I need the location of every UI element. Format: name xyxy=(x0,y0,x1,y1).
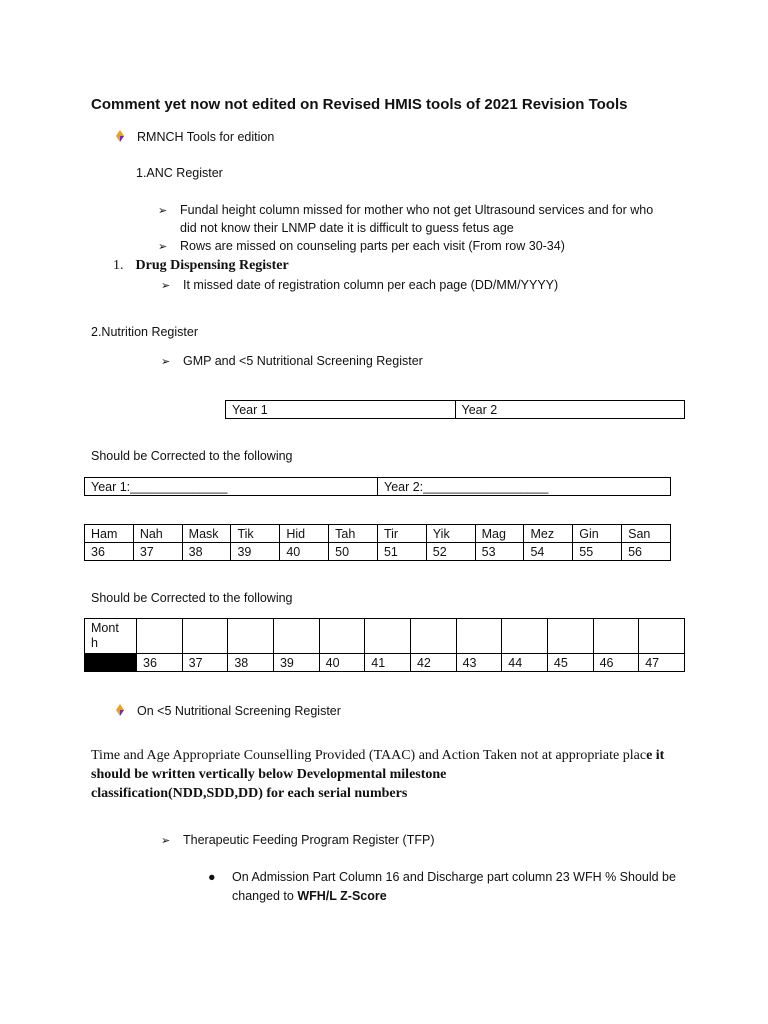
table-cell: 36 xyxy=(137,654,183,672)
table-cell xyxy=(365,619,411,654)
table-cell: Year 1 xyxy=(226,401,456,419)
drug-heading: 1. Drug Dispensing Register xyxy=(113,258,289,273)
month-table-corrected xyxy=(84,618,685,672)
table-cell: Tah xyxy=(329,525,378,543)
page-title: Comment yet now not edited on Revised HMIS tools of 2021 Revision Tools xyxy=(91,96,628,113)
filled-cell xyxy=(85,654,137,672)
table-cell xyxy=(182,619,228,654)
anc-bullet-1-cont: did not know their LNMP date it is difficult to guess fetus age xyxy=(180,221,514,235)
table-row xyxy=(85,654,685,672)
table-cell: 53 xyxy=(475,543,524,561)
year-table-original xyxy=(225,400,685,419)
table-cell: 56 xyxy=(622,543,671,561)
table-row xyxy=(85,525,671,543)
diamond-bullet-icon xyxy=(113,703,127,717)
table-cell: 54 xyxy=(524,543,573,561)
table-row xyxy=(85,543,671,561)
table-cell: 46 xyxy=(593,654,639,672)
taac-line-2: should be written vertically below Developmental milestone xyxy=(91,767,447,782)
table-cell: 39 xyxy=(231,543,280,561)
table-row xyxy=(85,619,685,654)
anc-bullet-2: ➢ Rows are missed on counseling parts per each visit (From row 30-34) xyxy=(158,239,565,253)
drug-bullet: ➢ It missed date of registration column per each page (DD/MM/YYYY) xyxy=(161,278,559,292)
arrow-bullet-icon: ➢ xyxy=(158,241,168,253)
table-cell xyxy=(228,619,274,654)
table-cell: 45 xyxy=(547,654,593,672)
table-cell xyxy=(639,619,685,654)
table-cell: Ham xyxy=(85,525,134,543)
screening-bullet xyxy=(113,703,341,718)
taac-line-3: classification(NDD,SDD,DD) for each serial numbers xyxy=(91,786,408,801)
nutrition-heading: 2.Nutrition Register xyxy=(91,325,198,339)
rmnch-bullet xyxy=(113,129,274,144)
table-cell: 38 xyxy=(228,654,274,672)
corrected-note-1: Should be Corrected to the following xyxy=(91,449,293,463)
rmnch-text: RMNCH Tools for edition xyxy=(137,130,275,144)
table-cell: 41 xyxy=(365,654,411,672)
tfp-bullet: ➢ Therapeutic Feeding Program Register (TFP) xyxy=(161,833,435,847)
round-bullet-icon: ● xyxy=(208,870,216,884)
table-cell: 40 xyxy=(280,543,329,561)
table-cell: Year 1:______________ xyxy=(85,478,378,496)
table-cell: Gin xyxy=(573,525,622,543)
table-cell xyxy=(273,619,319,654)
table-cell: 38 xyxy=(182,543,231,561)
arrow-bullet-icon: ➢ xyxy=(158,205,168,217)
table-cell: 51 xyxy=(377,543,426,561)
diamond-bullet-icon xyxy=(113,129,127,143)
table-cell: Year 2:__________________ xyxy=(378,478,671,496)
table-cell: Mask xyxy=(182,525,231,543)
table-cell: 42 xyxy=(410,654,456,672)
corrected-note-2: Should be Corrected to the following xyxy=(91,591,293,605)
table-cell: 37 xyxy=(133,543,182,561)
table-cell: Yik xyxy=(426,525,475,543)
arrow-bullet-icon: ➢ xyxy=(161,356,171,368)
taac-line-1: Time and Age Appropriate Counselling Provided (TAAC) and Action Taken not at appropriate place it xyxy=(91,748,665,763)
anc-heading: 1.ANC Register xyxy=(136,166,223,180)
anc-bullet-1: ➢ Fundal height column missed for mother who not get Ultrasound services and for who xyxy=(158,203,654,217)
month-table xyxy=(84,524,671,561)
table-cell: 40 xyxy=(319,654,365,672)
table-cell: San xyxy=(622,525,671,543)
screening-text: On <5 Nutritional Screening Register xyxy=(137,704,341,718)
table-cell: 50 xyxy=(329,543,378,561)
arrow-bullet-icon: ➢ xyxy=(161,280,171,292)
tfp-sub-bullet: ● On Admission Part Column 16 and Discharge part column 23 WFH % Should be xyxy=(208,870,676,884)
table-cell: Tik xyxy=(231,525,280,543)
table-cell xyxy=(593,619,639,654)
table-cell: 36 xyxy=(85,543,134,561)
month-label-cell: Mont h xyxy=(85,619,137,654)
gmp-bullet: ➢ GMP and <5 Nutritional Screening Register xyxy=(161,354,423,368)
table-cell: 37 xyxy=(182,654,228,672)
table-cell: Nah xyxy=(133,525,182,543)
table-cell: 44 xyxy=(502,654,548,672)
tfp-sub-bullet-cont: changed to WFH/L Z-Score xyxy=(232,889,387,903)
table-cell: Year 2 xyxy=(455,401,685,419)
table-cell: Mag xyxy=(475,525,524,543)
table-cell: Mez xyxy=(524,525,573,543)
table-cell: 43 xyxy=(456,654,502,672)
table-cell: Tir xyxy=(377,525,426,543)
table-cell: 55 xyxy=(573,543,622,561)
table-cell xyxy=(502,619,548,654)
table-cell: 52 xyxy=(426,543,475,561)
table-cell: 47 xyxy=(639,654,685,672)
table-cell xyxy=(456,619,502,654)
table-cell xyxy=(319,619,365,654)
table-cell xyxy=(547,619,593,654)
year-table-corrected xyxy=(84,477,671,496)
arrow-bullet-icon: ➢ xyxy=(161,835,171,847)
table-cell xyxy=(137,619,183,654)
table-cell: Hid xyxy=(280,525,329,543)
table-cell: 39 xyxy=(273,654,319,672)
table-cell xyxy=(410,619,456,654)
